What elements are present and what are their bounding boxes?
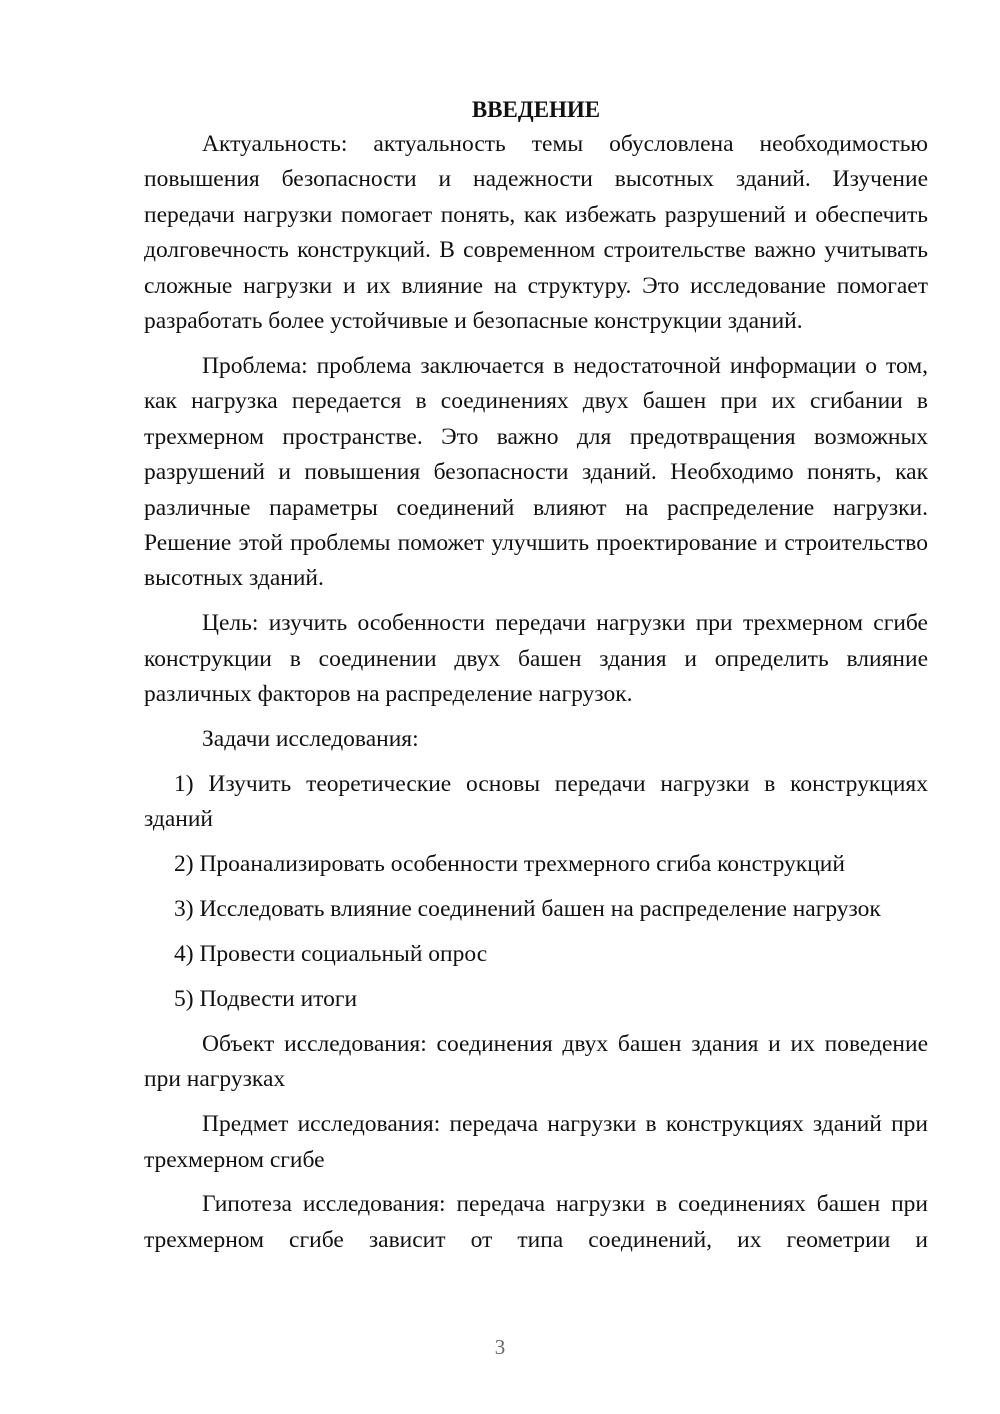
task-item-5: 5) Подвести итоги (174, 985, 358, 1012)
paragraph-problem: Проблема: проблема заключается в недостаточной информации о том, как нагрузка передается в соединениях двух башен при их сгибании в трехмерном пространстве. Это важно для предотвращения возможных разрушений и повышения безопасности зданий. Необходимо понять, как различные параметры соединений влияют на распределение нагрузки. Решение этой проблемы поможет улучшить проектирование и строительство высотных зданий. (144, 352, 928, 592)
task-item-1: 1) Изучить теоретические основы передачи нагрузки в конструкциях зданий (144, 770, 928, 833)
paragraph-object: Объект исследования: соединения двух башен здания и их поведение при нагрузках (144, 1030, 928, 1093)
paragraph-goal: Цель: изучить особенности передачи нагрузки при трехмерном сгибе конструкции в соединении двух башен здания и определить влияние различных факторов на распределение нагрузок. (144, 610, 928, 708)
task-item-2: 2) Проанализировать особенности трехмерного сгиба конструкций (174, 851, 845, 878)
paragraph-relevance: Актуальность: актуальность темы обусловлена необходимостью повышения безопасности и надежности высотных зданий. Изучение передачи нагрузки помогает понять, как избежать разрушений и обеспечить долговечность конструкций. В современном строительстве важно учитывать сложные нагрузки и их влияние на структуру. Это исследование помогает разработать более устойчивые и безопасные конструкции зданий. (144, 131, 928, 335)
task-item-3: 3) Исследовать влияние соединений башен на распределение нагрузок (174, 896, 881, 923)
paragraph-hypothesis: Гипотеза исследования: передача нагрузки в соединениях башен при трехмерном сгибе зависит от типа соединений, их геометрии и (144, 1191, 928, 1253)
paragraph-tasks-heading: Задачи исследования: (202, 726, 419, 752)
task-item-4: 4) Провести социальный опрос (174, 941, 488, 968)
section-title: ВВЕДЕНИЕ (471, 97, 601, 122)
page-number: 3 (494, 1335, 506, 1359)
paragraph-subject: Предмет исследования: передача нагрузки в конструкциях зданий при трехмерном сгибе (144, 1111, 928, 1173)
page-content (144, 92, 928, 1268)
